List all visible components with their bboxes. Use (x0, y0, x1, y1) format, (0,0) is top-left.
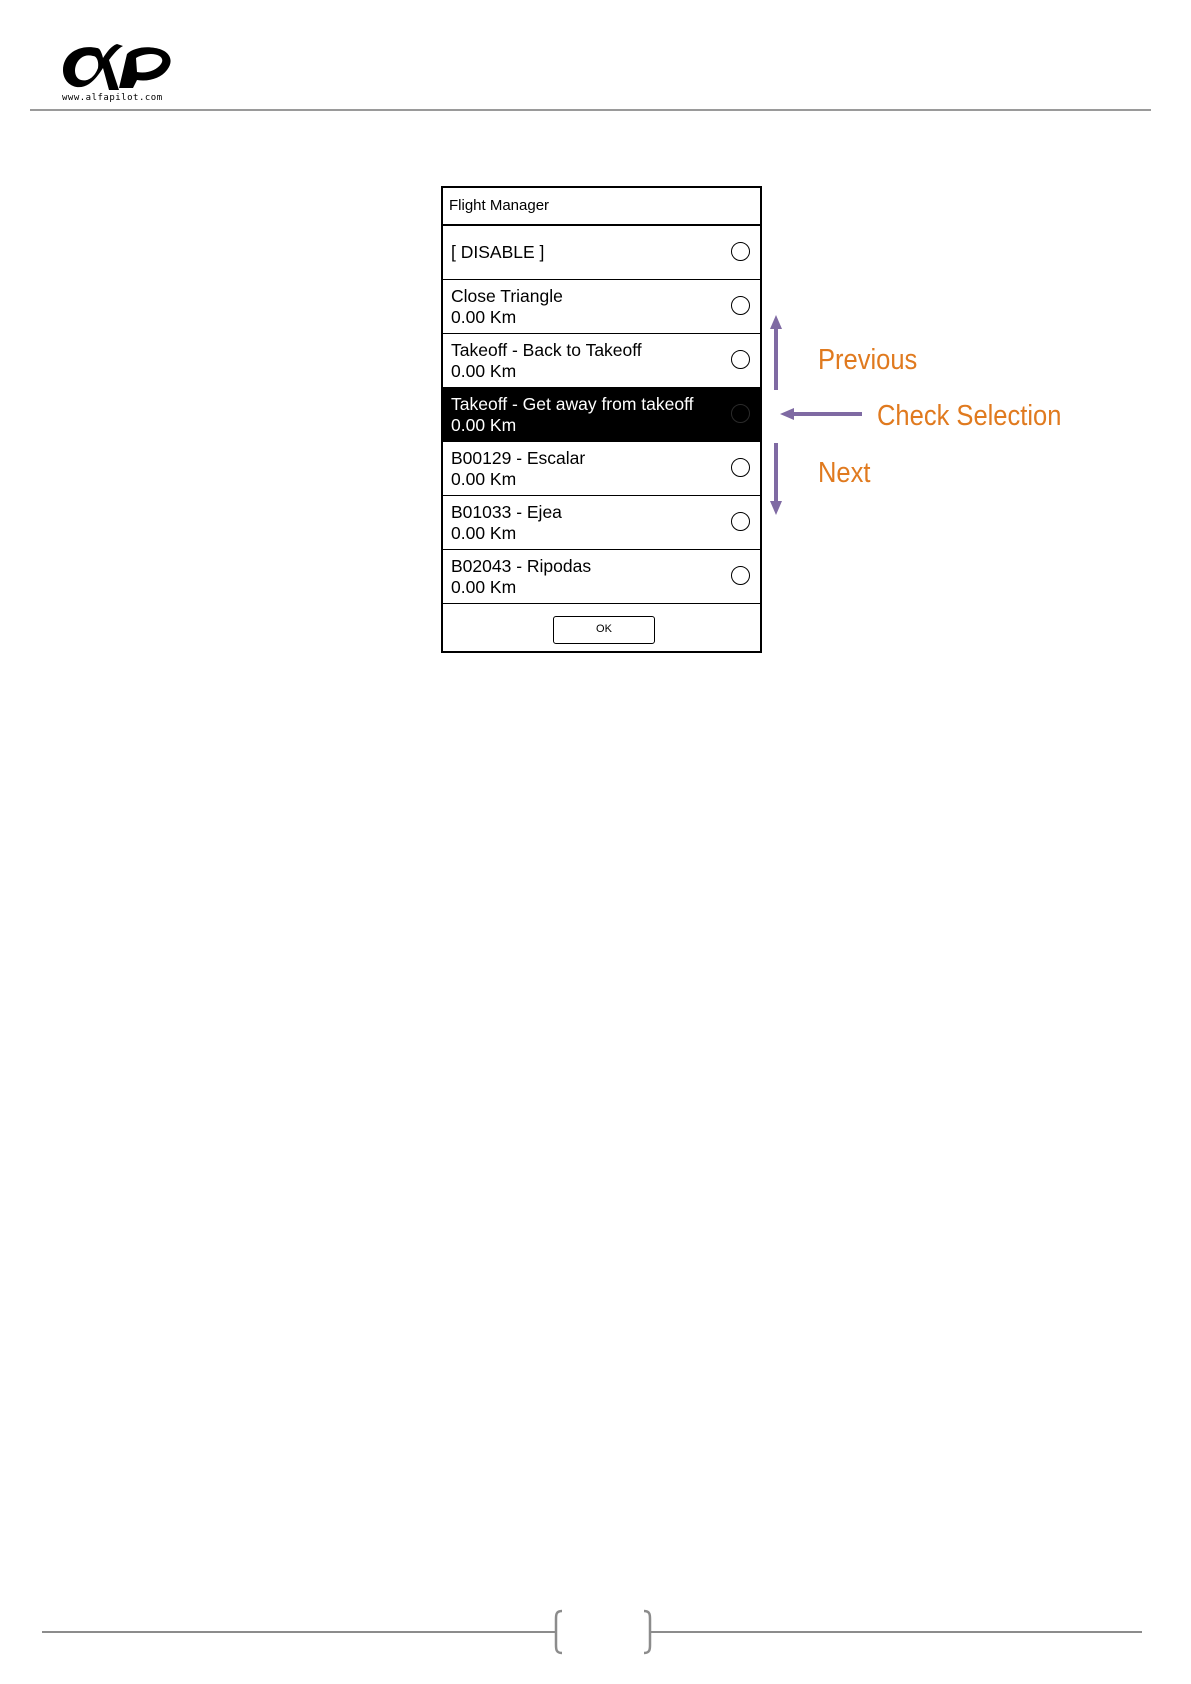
item-label: B01033 - Ejea (451, 502, 562, 522)
previous-arrowhead-icon (770, 315, 782, 329)
footer-divider-left (42, 1631, 555, 1633)
item-label: [ DISABLE ] (451, 242, 545, 262)
list-item-disable[interactable] (443, 226, 760, 280)
item-distance: 0.00 Km (451, 469, 517, 489)
website-url: www.alfapilot.com (62, 93, 163, 103)
check-selection-arrowhead-icon (780, 408, 794, 420)
list-item-close-triangle[interactable] (443, 280, 760, 334)
radio-button[interactable] (731, 458, 750, 477)
radio-button[interactable] (731, 404, 750, 423)
item-distance: 0.00 Km (451, 577, 517, 597)
list-item-get-away-from-takeoff[interactable] (443, 388, 760, 442)
item-label: Close Triangle (451, 286, 563, 306)
item-distance: 0.00 Km (451, 523, 517, 543)
item-distance: 0.00 Km (451, 361, 517, 381)
radio-button[interactable] (731, 512, 750, 531)
dialog-footer (443, 604, 760, 656)
item-label: Takeoff - Get away from takeoff (451, 394, 694, 414)
radio-button[interactable] (731, 242, 750, 261)
page-number-bracket-icon (552, 1609, 654, 1655)
radio-button[interactable] (731, 350, 750, 369)
previous-label: Previous (818, 344, 918, 376)
item-label: B02043 - Ripodas (451, 556, 592, 576)
item-label: B00129 - Escalar (451, 448, 586, 468)
radio-button[interactable] (731, 566, 750, 585)
ok-button[interactable]: OK (553, 616, 655, 644)
header-divider (30, 109, 1151, 111)
next-arrowhead-icon (770, 501, 782, 515)
item-label: Takeoff - Back to Takeoff (451, 340, 642, 360)
list-item-escalar[interactable] (443, 442, 760, 496)
check-selection-label: Check Selection (877, 400, 1062, 432)
item-distance: 0.00 Km (451, 307, 517, 327)
list-item-ejea[interactable] (443, 496, 760, 550)
list-item-ripodas[interactable] (443, 550, 760, 604)
next-label: Next (818, 457, 871, 489)
list-item-back-to-takeoff[interactable] (443, 334, 760, 388)
item-distance: 0.00 Km (451, 415, 517, 435)
radio-button[interactable] (731, 296, 750, 315)
dialog-title: Flight Manager (443, 188, 760, 226)
flight-manager-dialog (441, 186, 762, 653)
footer-divider-right (650, 1631, 1142, 1633)
